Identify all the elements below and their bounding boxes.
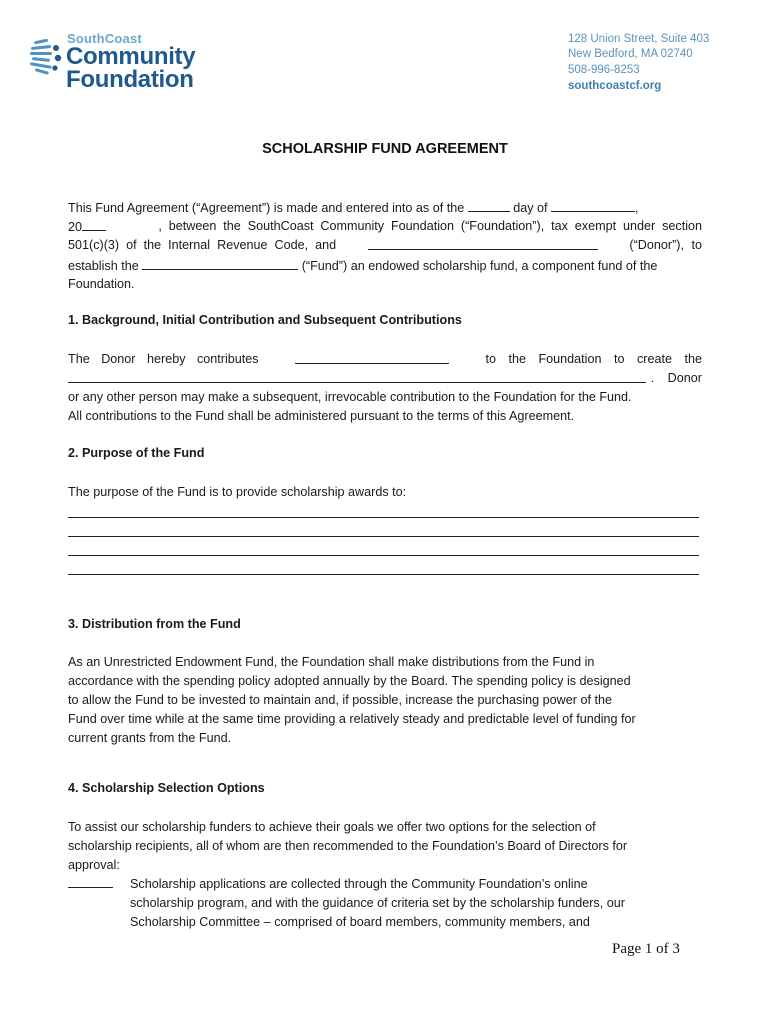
purpose-blank-line-1[interactable] [68,517,699,518]
logo-burst-icon [30,38,64,78]
section-3-line: As an Unrestricted Endowment Fund, the Foundation shall make distributions from the Fund in [68,655,595,669]
address-website: southcoastcf.org [568,80,662,92]
blank-month[interactable] [551,198,635,212]
page-number: Page 1 of 3 [612,941,680,957]
blank-year[interactable] [82,217,106,231]
option-line: scholarship program, and with the guidance of criteria set by the scholarship funders, our [130,896,625,910]
blank-fund-name[interactable] [142,256,298,270]
section-1-heading: 1. Background, Initial Contribution and Subsequent Contributions [68,313,462,327]
logo-text-foundation: Foundation [66,66,194,93]
section-1-line-4: All contributions to the Fund shall be administered pursuant to the terms of this Agreement. [68,409,575,423]
purpose-blank-line-2[interactable] [68,536,699,537]
blank-purpose[interactable] [68,369,646,383]
section-1-line-2: . Donor [68,369,702,388]
option-checkbox-blank[interactable] [68,887,113,888]
intro-line-3: 501(c)(3) of the Internal Revenue Code, and (“Donor”), to [68,238,702,252]
blank-donor[interactable] [368,236,598,250]
address-street: 128 Union Street, Suite 403 [568,33,710,45]
purpose-blank-line-3[interactable] [68,555,699,556]
blank-contribution[interactable] [295,350,449,364]
section-3-line: to allow the Fund to be invested to maintain and, if possible, increase the purchasing power of the [68,693,612,707]
section-3-line: current grants from the Fund. [68,731,232,745]
intro-line-4: establish the (“Fund”) an endowed scholarship fund, a component fund of the [68,256,657,276]
option-line: Scholarship applications are collected through the Community Foundation’s online [130,877,588,891]
section-3-line: Fund over time while at the same time providing a relatively steady and predictable level of funding for [68,712,636,726]
section-3-line: accordance with the spending policy adopted annually by the Board. The spending policy is designed [68,674,631,688]
section-2-heading: 2. Purpose of the Fund [68,446,205,460]
logo-text-southcoast: SouthCoast [67,31,142,46]
intro-line-2: 20 , between the SouthCoast Community Foundation (“Foundation”), tax exempt under section [68,219,702,234]
section-4-heading: 4. Scholarship Selection Options [68,781,265,795]
address-phone: 508-996-8253 [568,64,640,76]
section-3-heading: 3. Distribution from the Fund [68,617,241,631]
purpose-blank-line-4[interactable] [68,574,699,575]
section-2-text: The purpose of the Fund is to provide scholarship awards to: [68,485,407,499]
intro-line-5: Foundation. [68,277,135,291]
option-line: Scholarship Committee – comprised of board members, community members, and [130,915,590,929]
blank-day[interactable] [468,198,510,212]
section-4-line: approval: [68,858,120,872]
section-4-line: To assist our scholarship funders to achieve their goals we offer two options for the selection of [68,820,596,834]
section-1-line-3: or any other person may make a subsequent, irrevocable contribution to the Foundation for the Fund. [68,390,632,404]
intro-line-1: This Fund Agreement (“Agreement”) is made and entered into as of the day of , [68,198,639,218]
section-4-line: scholarship recipients, all of whom are then recommended to the Foundation’s Board of Directors for [68,839,628,853]
section-1-line-1: The Donor hereby contributes to the Foundation to create the [68,352,702,366]
logo-text-community: Community [66,43,196,70]
address-city: New Bedford, MA 02740 [568,48,693,60]
document-title: SCHOLARSHIP FUND AGREEMENT [262,141,508,157]
